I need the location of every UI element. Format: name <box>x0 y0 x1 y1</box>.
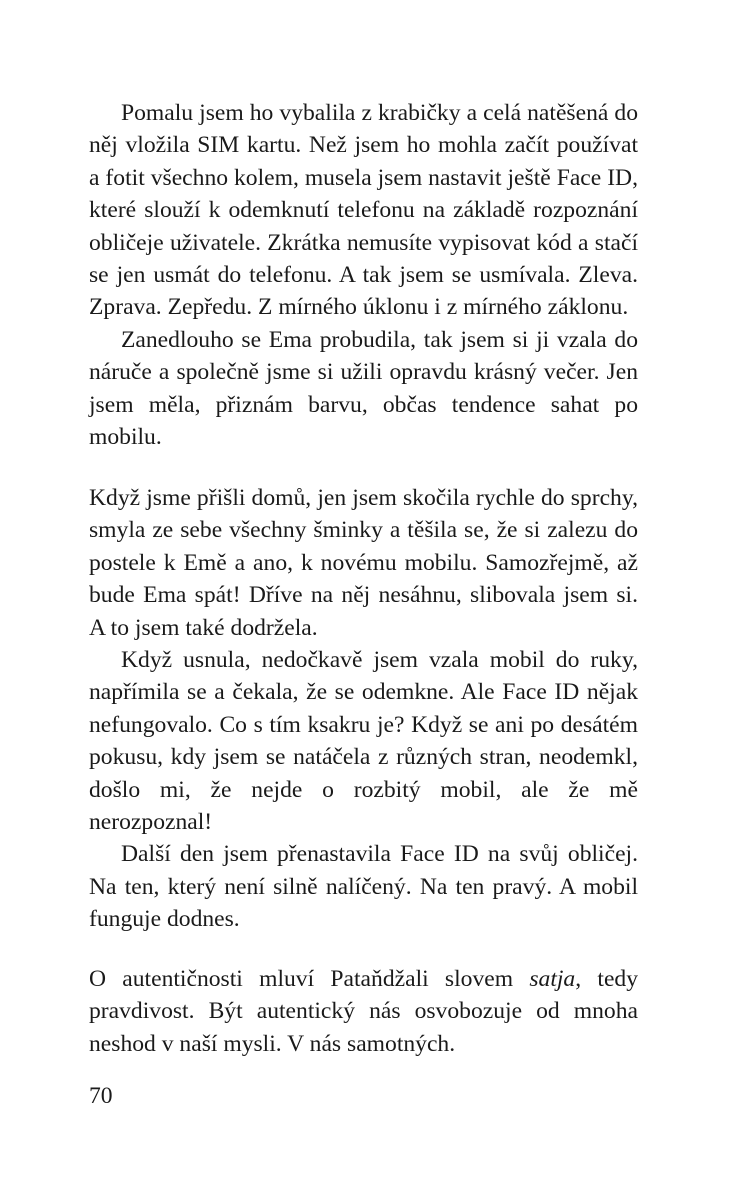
text-section-1 <box>89 97 638 453</box>
paragraph-5: Další den jsem přenastavila Face ID na svůj obličej. Na ten, který není silně nalíčený. Na ten pravý. A mobil funguje dodnes. <box>89 841 638 933</box>
paragraph-1: Pomalu jsem ho vybalila z krabičky a celá natěšená do něj vložila SIM kartu. Než jsem ho mohla začít používat a fotit všechno kolem, musela jsem nastavit ještě Face ID, které slouží k odemknutí telefonu na základě rozpoznání obličeje uživatele. Zkrátka nemusíte vypisovat kód a stačí se jen usmát do telefonu. A tak jsem se usmívala. Zleva. Zprava. Zepředu. Z mírného úklonu i z mírného záklonu. <box>89 100 638 321</box>
paragraph-6 <box>89 963 638 1060</box>
paragraph-6-text-start: O autentičnosti mluví Pataňdžali slovem <box>89 966 530 992</box>
paragraph-3: Když jsme přišli domů, jen jsem skočila rychle do sprchy, smyla ze sebe všechny šminky a těšila se, že si zalezu do postele k Emě a ano, k novému mobilu. Samozřejmě, až bude Ema spát! Dříve na něj nesáhnu, slibovala jsem si. A to jsem také dodržela. <box>89 485 638 641</box>
paragraph-6-text-end: , tedy pravdivost. Být autentický nás osvobozuje od mnoha neshod v naší mysli. V nás samotných. <box>89 966 639 1057</box>
paragraph-4: Když usnula, nedočkavě jsem vzala mobil do ruky, napřímila se a čekala, že se odemkne. Ale Face ID nějak nefungovalo. Co s tím ksakru je? Když se ani po desátém pokusu, kdy jsem se natáčela z různých stran, neodemkl, došlo mi, že nejde o rozbitý mobil, ale že mě nerozpoznal! <box>89 647 638 836</box>
italic-term: satja <box>529 966 576 992</box>
text-section-2 <box>89 482 638 936</box>
text-section-3 <box>89 963 638 1060</box>
page-number: 70 <box>89 1083 113 1109</box>
paragraph-2: Zanedlouho se Ema probudila, tak jsem si ji vzala do náruče a společně jsme si užili opravdu krásný večer. Jen jsem měla, přiznám barvu, občas tendence sahat po mobilu. <box>89 326 638 451</box>
